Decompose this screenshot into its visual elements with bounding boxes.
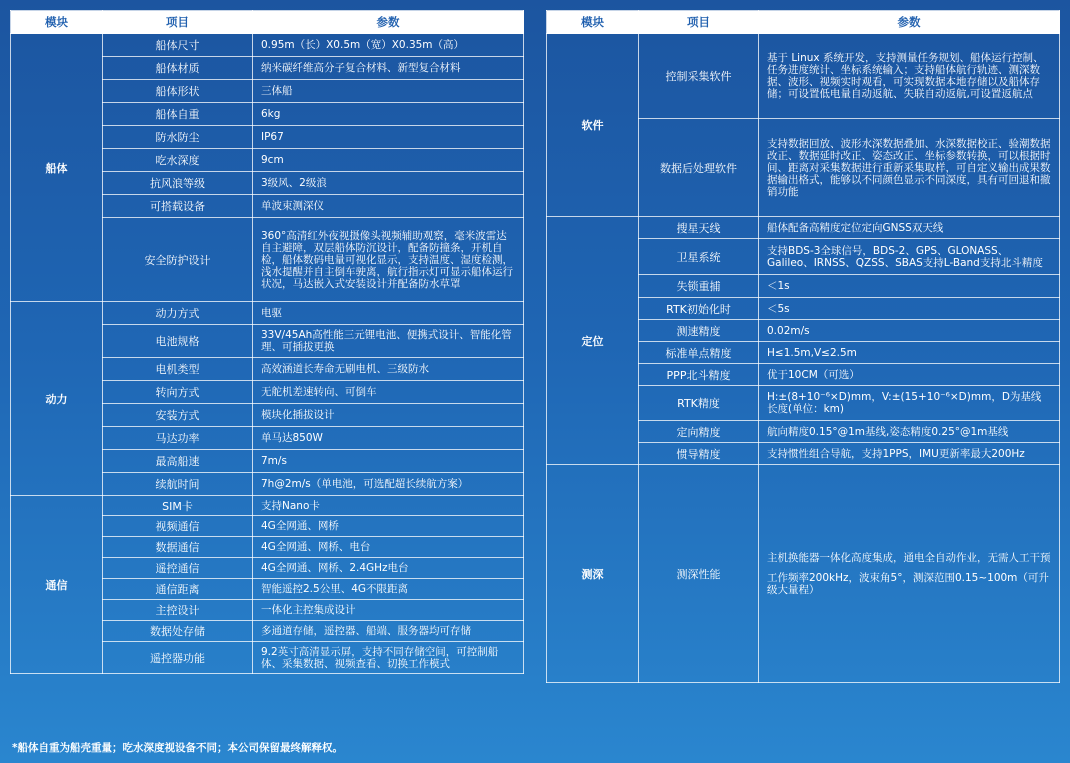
- footnote: *船体自重为船壳重量；吃水深度视设备不同；本公司保留最终解释权。: [12, 742, 343, 754]
- param-cell: 智能遥控2.5公里、4G不限距离: [253, 579, 524, 600]
- param-cell: 支持Nano卡: [253, 496, 524, 516]
- item-cell: 船体自重: [103, 103, 253, 126]
- table-header-row: [11, 11, 524, 34]
- item-cell: 通信距离: [103, 579, 253, 600]
- item-cell: 数据后处理软件: [639, 119, 759, 217]
- header-item: 项目: [639, 11, 759, 34]
- item-cell: 搜星天线: [639, 217, 759, 239]
- header-item: 项目: [103, 11, 253, 34]
- item-cell: PPP北斗精度: [639, 364, 759, 386]
- item-cell: 可搭载设备: [103, 195, 253, 218]
- item-cell: RTK初始化时: [639, 298, 759, 320]
- item-cell: 数据通信: [103, 537, 253, 558]
- item-cell: 吃水深度: [103, 149, 253, 172]
- param-cell: 船体配备高精度定位定向GNSS双天线: [759, 217, 1060, 239]
- item-cell: 测速精度: [639, 320, 759, 342]
- param-cell: 支持BDS-3全球信号，BDS-2、GPS、GLONASS、Galileo、IRNSS、QZSS、SBAS支持L-Band支持北斗精度: [759, 239, 1060, 275]
- param-cell: 3级风、2级浪: [253, 172, 524, 195]
- param-cell: 无舵机差速转向、可倒车: [253, 381, 524, 404]
- param-cell: 三体船: [253, 80, 524, 103]
- module-cell: 通信: [11, 496, 103, 674]
- param-cell: IP67: [253, 126, 524, 149]
- header-param: 参数: [759, 11, 1060, 34]
- module-cell: 测深: [547, 465, 639, 683]
- param-cell: 纳米碳纤维高分子复合材料、新型复合材料: [253, 57, 524, 80]
- module-cell: 软件: [547, 34, 639, 217]
- param-cell: 0.95m（长）X0.5m（宽）X0.35m（高）: [253, 34, 524, 57]
- item-cell: 数据处存储: [103, 621, 253, 642]
- table-row: [547, 217, 1060, 239]
- module-cell: 动力: [11, 302, 103, 496]
- item-cell: 标准单点精度: [639, 342, 759, 364]
- item-cell: 续航时间: [103, 473, 253, 496]
- item-cell: 视频通信: [103, 516, 253, 537]
- spec-table-right: [546, 10, 1060, 683]
- param-cell: 多通道存储，遥控器、船端、服务器均可存储: [253, 621, 524, 642]
- item-cell: 最高船速: [103, 450, 253, 473]
- item-cell: SIM卡: [103, 496, 253, 516]
- table-row: [11, 34, 524, 57]
- item-cell: 遥控通信: [103, 558, 253, 579]
- param-cell: ＜5s: [759, 298, 1060, 320]
- param-cell: 优于10CM（可选）: [759, 364, 1060, 386]
- table-row: [547, 465, 1060, 683]
- param-cell: 360°高清红外夜视摄像头视频辅助观察，毫米波雷达自主避障，双层船体防沉设计，配备防撞条，开机自检，船体数码电量可视化显示，支持温度、湿度检测，浅水提醒并自主倒车驶离，航行指示灯可显示船体运行状况，马达嵌入式安装设计并配备防水草罩: [253, 218, 524, 302]
- item-cell: 定向精度: [639, 421, 759, 443]
- param-cell: 支持数据回放、波形水深数据叠加、水深数据校正、验潮数据改正、数据延时改正、姿态改正、坐标参数转换，可以根据时间、距离对采集数据进行重新采集取样，可自定义输出成果数据输出格式，能够以不同颜色显示不同深度，具有可回退和撤销功能: [759, 119, 1060, 217]
- table-header-row: [547, 11, 1060, 34]
- item-cell: 抗风浪等级: [103, 172, 253, 195]
- spec-table-left: [10, 10, 524, 674]
- item-cell: 卫星系统: [639, 239, 759, 275]
- param-cell: 6kg: [253, 103, 524, 126]
- module-cell: 船体: [11, 34, 103, 302]
- param-text: 主机换能器一体化高度集成，通电全自动作业，无需人工干预: [767, 551, 1051, 564]
- param-cell: 电驱: [253, 302, 524, 325]
- param-cell: 一体化主控集成设计: [253, 600, 524, 621]
- param-cell: 单马达850W: [253, 427, 524, 450]
- param-cell: 基于 Linux 系统开发，支持测量任务规划、船体运行控制、任务进度统计、坐标系统输入；支持船体航行轨迹、测深数据、波形、视频实时观看，可实现数据本地存储以及船体存储；可设置低电量自动返航、失联自动返航,可设置返航点: [759, 34, 1060, 119]
- param-cell: 单波束测深仪: [253, 195, 524, 218]
- param-cell: 7m/s: [253, 450, 524, 473]
- item-cell: 船体材质: [103, 57, 253, 80]
- item-cell: 转向方式: [103, 381, 253, 404]
- param-cell: [759, 465, 1060, 683]
- header-module: 模块: [11, 11, 103, 34]
- header-param: 参数: [253, 11, 524, 34]
- paragraph-gap: [767, 564, 1051, 572]
- item-cell: 主控设计: [103, 600, 253, 621]
- param-cell: H:±(8+10⁻⁶×D)mm，V:±(15+10⁻⁶×D)mm，D为基线长度(单位：km): [759, 386, 1060, 421]
- item-cell: 遥控器功能: [103, 642, 253, 674]
- param-cell: 高效涵道长寿命无刷电机、三级防水: [253, 358, 524, 381]
- table-row: [11, 302, 524, 325]
- item-cell: 安全防护设计: [103, 218, 253, 302]
- item-cell: 惯导精度: [639, 443, 759, 465]
- item-cell: 失锁重捕: [639, 275, 759, 298]
- param-cell: 航向精度0.15°@1m基线,姿态精度0.25°@1m基线: [759, 421, 1060, 443]
- item-cell: 防水防尘: [103, 126, 253, 149]
- item-cell: 电池规格: [103, 325, 253, 358]
- param-cell: 0.02m/s: [759, 320, 1060, 342]
- param-cell: 支持惯性组合导航，支持1PPS，IMU更新率最大200Hz: [759, 443, 1060, 465]
- module-cell: 定位: [547, 217, 639, 465]
- param-cell: 33V/45Ah高性能三元锂电池、便携式设计、智能化管理、可插拔更换: [253, 325, 524, 358]
- table-row: [547, 34, 1060, 119]
- item-cell: 安装方式: [103, 404, 253, 427]
- param-cell: 9.2英寸高清显示屏，支持不同存储空间，可控制船体、采集数据、视频查看、切换工作模式: [253, 642, 524, 674]
- item-cell: RTK精度: [639, 386, 759, 421]
- table-row: [11, 496, 524, 516]
- item-cell: 船体尺寸: [103, 34, 253, 57]
- item-cell: 测深性能: [639, 465, 759, 683]
- param-cell: 7h@2m/s（单电池，可选配超长续航方案）: [253, 473, 524, 496]
- param-cell: 模块化插拔设计: [253, 404, 524, 427]
- param-text: 工作频率200kHz，波束角5°，测深范围0.15~100m（可升级大量程）: [767, 571, 1049, 596]
- param-cell: 4G全网通、网桥: [253, 516, 524, 537]
- item-cell: 控制采集软件: [639, 34, 759, 119]
- item-cell: 动力方式: [103, 302, 253, 325]
- param-cell: ＜1s: [759, 275, 1060, 298]
- param-cell: 4G全网通、网桥、电台: [253, 537, 524, 558]
- param-cell: H≤1.5m,V≤2.5m: [759, 342, 1060, 364]
- header-module: 模块: [547, 11, 639, 34]
- param-cell: 9cm: [253, 149, 524, 172]
- item-cell: 船体形状: [103, 80, 253, 103]
- param-cell: 4G全网通、网桥、2.4GHz电台: [253, 558, 524, 579]
- item-cell: 马达功率: [103, 427, 253, 450]
- item-cell: 电机类型: [103, 358, 253, 381]
